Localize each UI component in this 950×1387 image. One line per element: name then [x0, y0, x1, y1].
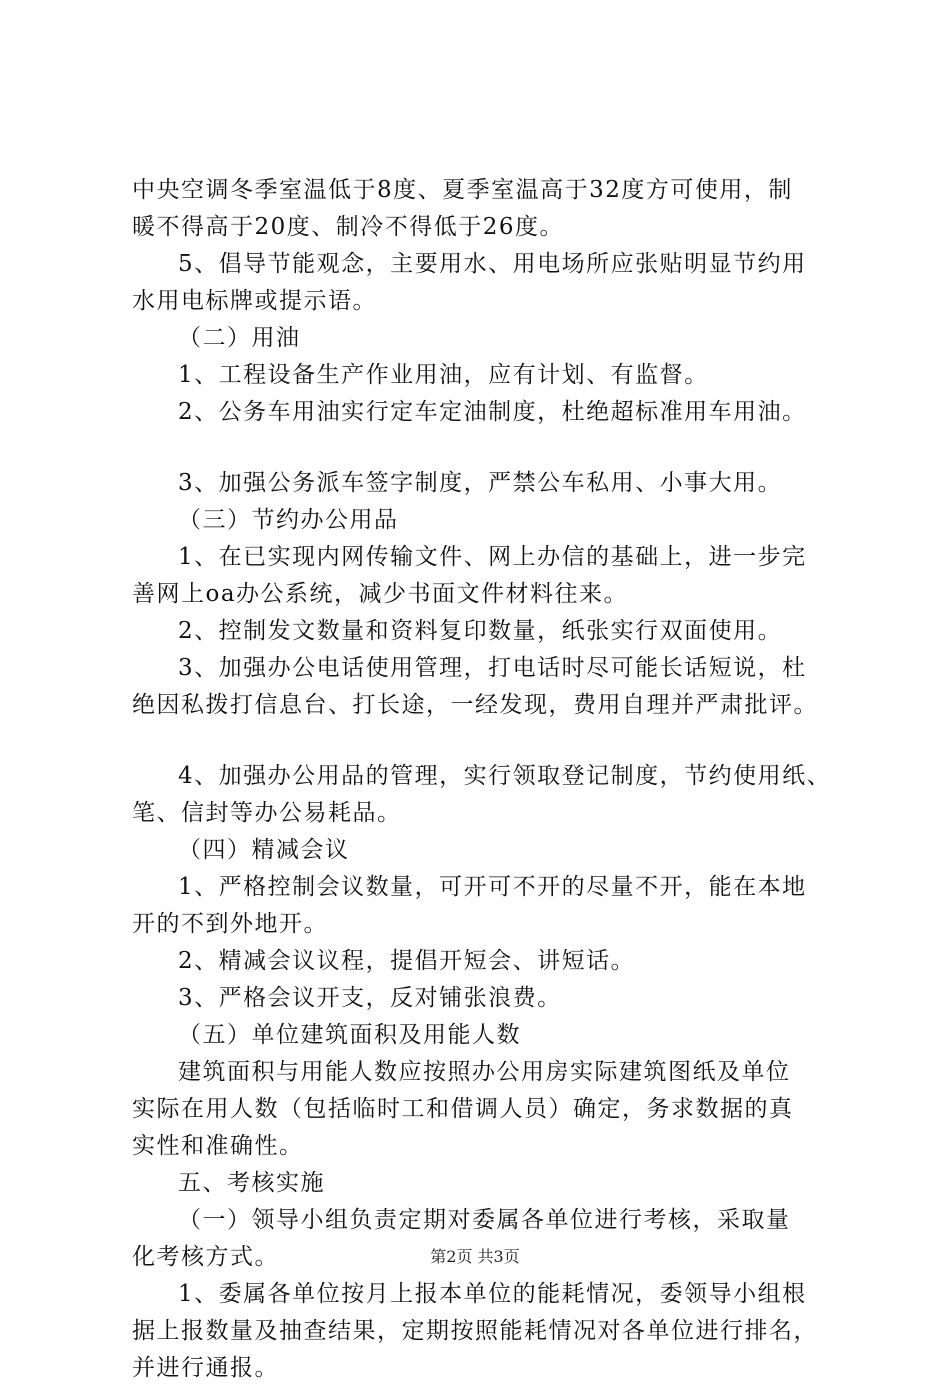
text-line: 4、加强办公用品的管理，实行领取登记制度，节约使用纸、: [178, 763, 832, 789]
text-line: 1、在已实现内网传输文件、网上办信的基础上，进一步完: [178, 544, 807, 570]
blank-line: [132, 724, 842, 758]
text-line: 暖不得高于20度、制冷不得低于26度。: [132, 214, 565, 240]
page-number-footer: 第2页 共3页: [430, 1247, 520, 1266]
text-line: 5、倡导节能观念，主要用水、用电场所应张贴明显节约用: [178, 251, 807, 277]
text-line: 2、控制发文数量和资料复印数量，纸张实行双面使用。: [178, 618, 783, 644]
text-line: 善网上oa办公系统，减少书面文件材料往来。: [132, 581, 629, 607]
text-line: 实性和准确性。: [132, 1133, 304, 1159]
text-line: 实际在用人数（包括临时工和借调人员）确定，务求数据的真: [132, 1096, 794, 1122]
text-line: 2、公务车用油实行定车定油制度，杜绝超标准用车用油。: [178, 399, 807, 425]
text-line: 据上报数量及抽查结果，定期按照能耗情况对各单位进行排名，: [132, 1318, 818, 1344]
blank-line: [132, 431, 842, 465]
text-line: 3、加强公务派车签字制度，严禁公车私用、小事大用。: [178, 470, 783, 496]
text-line: 开的不到外地开。: [132, 911, 328, 937]
text-line: （一）领导小组负责定期对委属各单位进行考核，采取量: [178, 1207, 791, 1233]
text-line: 2、精减会议议程，提倡开短会、讲短话。: [178, 948, 636, 974]
text-line: 绝因私拨打信息台、打长途，一经发现，费用自理并严肃批评。: [132, 692, 818, 718]
document-body: [132, 172, 842, 1387]
section-heading: （四）精减会议: [178, 837, 350, 863]
text-line: 1、工程设备生产作业用油，应有计划、有监督。: [178, 362, 709, 388]
text-line: 3、加强办公电话使用管理，打电话时尽可能长话短说，杜: [178, 655, 807, 681]
section-heading: （三）节约办公用品: [178, 507, 399, 533]
text-line: 化考核方式。: [132, 1244, 279, 1270]
text-line: 1、委属各单位按月上报本单位的能耗情况，委领导小组根: [178, 1281, 807, 1307]
text-line: 并进行通报。: [132, 1355, 279, 1381]
text-line: 笔、信封等办公易耗品。: [132, 800, 402, 826]
section-heading: （二）用油: [178, 325, 301, 351]
text-line: 建筑面积与用能人数应按照办公用房实际建筑图纸及单位: [178, 1059, 791, 1085]
text-line: 1、严格控制会议数量，可开可不开的尽量不开，能在本地: [178, 874, 807, 900]
section-heading: 五、考核实施: [178, 1170, 325, 1196]
text-line: 3、严格会议开支，反对铺张浪费。: [178, 985, 562, 1011]
text-line: 水用电标牌或提示语。: [132, 288, 377, 314]
section-heading: （五）单位建筑面积及用能人数: [178, 1022, 521, 1048]
text-line: 中央空调冬季室温低于8度、夏季室温高于32度方可使用，制: [132, 177, 793, 203]
